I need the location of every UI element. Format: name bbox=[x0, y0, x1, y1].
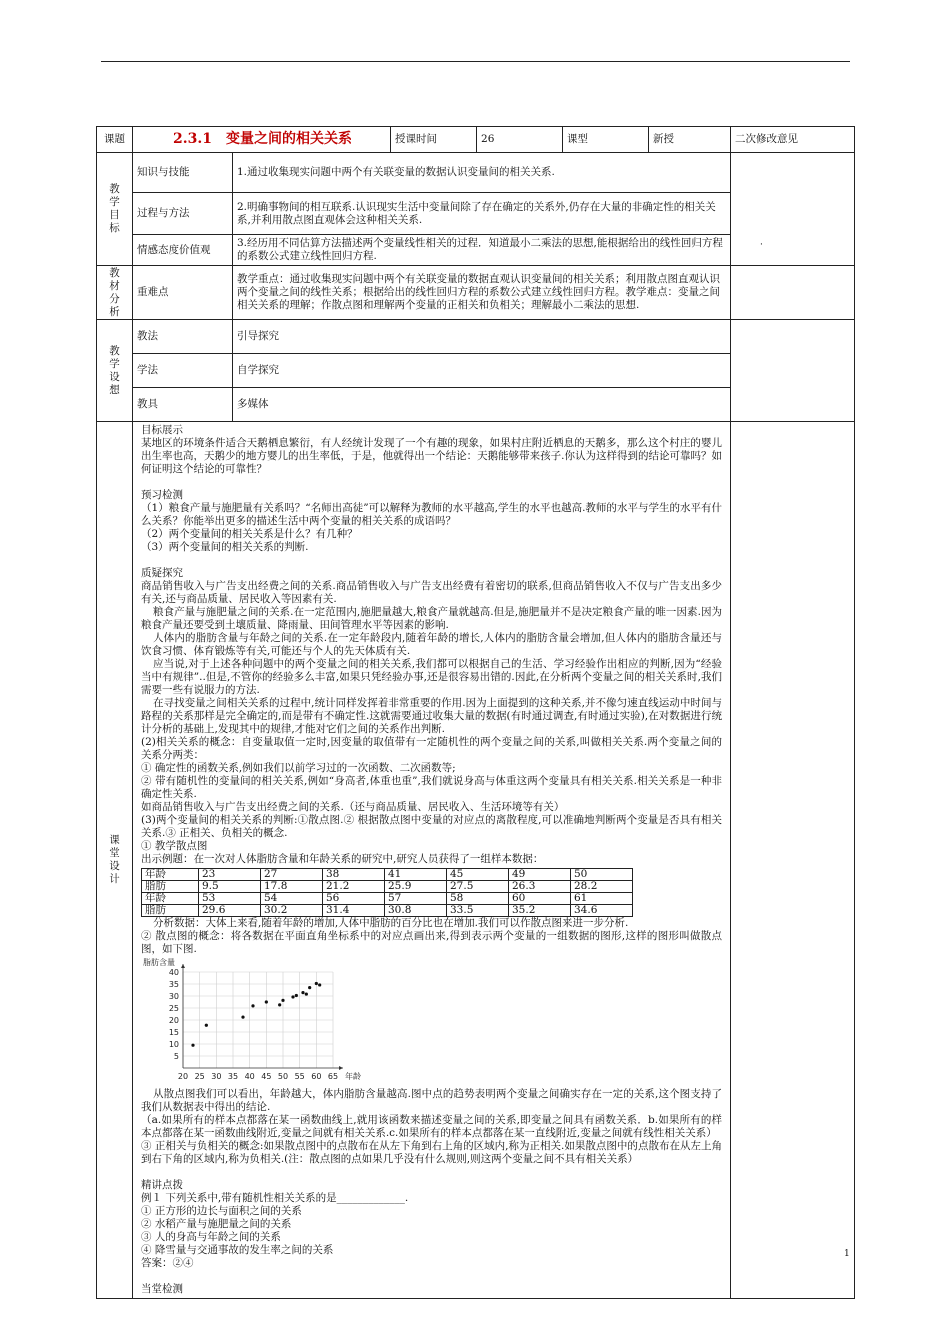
margin-mark: · bbox=[760, 240, 763, 250]
answer: 答案：②④ bbox=[141, 1257, 194, 1269]
design-value-learning: 自学探究 bbox=[233, 354, 731, 388]
x-tick-label: 65 bbox=[327, 1072, 339, 1081]
x-tick-label: 25 bbox=[194, 1072, 205, 1081]
paragraph: （2）两个变量间的相关关系是什么？有几种？ bbox=[141, 528, 358, 540]
x-axis-arrow bbox=[339, 1066, 343, 1070]
list-item: ② 水稻产量与施肥量之间的关系 bbox=[141, 1218, 292, 1230]
objective-text-process: 2.明确事物间的相互联系.认识现实生活中变量间除了存在确定的关系外,仍存在大量的非确定性的相关关系,并利用散点图直观体会这种相关关系. bbox=[233, 193, 731, 235]
paragraph: ③ 正相关与负相关的概念:如果散点图中的点散布在从左下角到右上角的区域内,称为正相关.如果散点图中的点散布在从左上角到右下角的区域内,称为负相关.(注：散点图的点如果几乎没有什么规则,则这两个变量之间不具有相关关系） bbox=[141, 1140, 723, 1165]
objective-text-knowledge: 1.通过收集现实问题中两个有关联变量的数据认识变量间的相关关系. bbox=[233, 153, 731, 193]
data-point bbox=[295, 994, 298, 997]
paragraph: 如商品销售收入与广告支出经费之间的关系.（还与商品质量、居民收入、生活环境等有关） bbox=[141, 801, 565, 813]
hours-value: 26 bbox=[477, 127, 563, 153]
paragraph: ① 确定性的函数关系,例如我们以前学习过的一次函数、二次函数等; bbox=[141, 762, 456, 774]
analysis-name: 重难点 bbox=[133, 266, 233, 320]
data-point bbox=[205, 1024, 208, 1027]
design-name-learning: 学法 bbox=[133, 354, 233, 388]
section-heading: 当堂检测 bbox=[141, 1283, 183, 1295]
table-row: 脂肪 29.6 30.2 31.4 30.8 33.5 35.2 34.6 bbox=[142, 905, 633, 917]
type-value: 新授 bbox=[649, 127, 731, 153]
objective-name-process: 过程与方法 bbox=[133, 193, 233, 235]
section-heading: 预习检测 bbox=[141, 489, 183, 501]
x-tick-label: 20 bbox=[177, 1072, 189, 1081]
y-axis-label: 脂肪含量 bbox=[143, 958, 175, 967]
table-row: 年龄 53 54 56 57 58 60 61 bbox=[142, 893, 633, 905]
x-tick-label: 30 bbox=[211, 1072, 222, 1081]
paragraph: (3)两个变量间的相关关系的判断:①散点图.② 根据散点图中变量的对应点的离散程度,可以准确地判断两个变量是否具有相关关系.③ 正相关、负相关的概念. bbox=[141, 814, 723, 839]
classroom-label: 课 堂 设 计 bbox=[97, 422, 133, 1299]
sample-data-table bbox=[141, 868, 633, 917]
section-heading: 质疑探究 bbox=[141, 567, 183, 579]
section-heading: 精讲点拨 bbox=[141, 1179, 183, 1191]
classroom-revision bbox=[731, 422, 855, 1299]
analysis-text: 教学重点：通过收集现实问题中两个有关联变量的数据直观认识变量间的相关关系；利用散点图直观认识两个变量之间的线性关系；根据给出的线性回归方程的系数公式建立线性回归方程。教学难点：变量之间相关关系的理解；作散点图和理解两个变量的正相关和负相关；理解最小二乘法的思想. bbox=[233, 266, 731, 320]
data-point bbox=[301, 991, 304, 994]
paragraph: （a.如果所有的样本点都落在某一函数曲线上,就用该函数来描述变量之间的关系,即变量之间具有函数关系．b.如果所有的样本点都落在某一函数曲线附近,变量之间就有相关关系.c.如果所有的样本点都落在某一直线附近,变量之间就有线性相关关系） bbox=[141, 1114, 723, 1139]
x-tick-label: 60 bbox=[311, 1072, 322, 1081]
objective-name-attitude: 情感态度价值观 bbox=[133, 235, 233, 266]
header-rule bbox=[101, 61, 850, 62]
page-title: 2.3.1 变量之间的相关关系 bbox=[133, 127, 391, 153]
y-tick-label: 20 bbox=[168, 1016, 179, 1025]
objective-name-knowledge: 知识与技能 bbox=[133, 153, 233, 193]
data-point bbox=[315, 982, 318, 985]
list-item: ③ 人的身高与年龄之间的关系 bbox=[141, 1231, 281, 1243]
table-row: 年龄 23 27 38 41 45 49 50 bbox=[142, 869, 633, 881]
list-item: ① 正方形的边长与面积之间的关系 bbox=[141, 1205, 302, 1217]
revision-notes bbox=[731, 153, 855, 266]
data-point bbox=[241, 1016, 244, 1019]
paragraph: 应当说,对于上述各种问题中的两个变量之间的相关关系,我们都可以根据自己的生活、学习经验作出相应的判断,因为“经验当中有规律”..但是,不管你的经验多么丰富,如果只凭经验办事,还是很容易出错的.因此,在分析两个变量之间的相关关系时,我们需要一些有说服力的方法. bbox=[141, 658, 723, 696]
y-axis-arrow bbox=[181, 964, 185, 968]
revision-label: 二次修改意见 bbox=[731, 127, 855, 153]
x-tick-label: 50 bbox=[277, 1072, 289, 1081]
hours-label: 授课时间 bbox=[391, 127, 477, 153]
paragraph: 出示例题：在一次对人体脂肪含量和年龄关系的研究中,研究人员获得了一组样本数据： bbox=[141, 853, 544, 865]
data-point bbox=[281, 999, 284, 1002]
objectives-label: 教 学 目 标 bbox=[97, 153, 133, 266]
x-tick-label: 35 bbox=[227, 1072, 239, 1081]
paragraph: 分析数据：大体上来看,随着年龄的增加,人体中脂肪的百分比也在增加.我们可以作散点图来进一步分析. bbox=[153, 917, 629, 929]
data-point bbox=[278, 1003, 281, 1006]
paragraph: （3）两个变量间的相关关系的判断. bbox=[141, 541, 309, 553]
paragraph: 粮食产量与施肥量之间的关系.在一定范围内,施肥量越大,粮食产量就越高.但是,施肥量并不是决定粮食产量的唯一因素.因为粮食产量还要受到土壤质量、降雨量、田间管理水平等因素的影响. bbox=[141, 606, 723, 631]
design-revision bbox=[731, 320, 855, 422]
data-point bbox=[265, 1000, 268, 1003]
data-point bbox=[305, 992, 308, 995]
paragraph: 在寻找变量之间相关关系的过程中,统计同样发挥着非常重要的作用.因为上面提到的这种关系,并不像匀速直线运动中时间与路程的关系那样是完全确定的,而是带有不确定性.这就需要通过收集大量的数据(有时通过调查,有时通过实验),在对数据进行统计分析的基础上,发现其中的规律,才能对它们之间的关系作出判断. bbox=[141, 697, 723, 735]
table-row: 脂肪 9.5 17.8 21.2 25.9 27.5 26.3 28.2 bbox=[142, 881, 633, 893]
x-tick-label: 55 bbox=[294, 1072, 305, 1081]
objective-text-attitude: 3.经历用不同估算方法描述两个变量线性相关的过程．知道最小二乘法的思想,能根据给出的线性回归方程的系数公式建立线性回归方程. bbox=[233, 235, 731, 266]
data-point bbox=[251, 1004, 254, 1007]
design-value-tools: 多媒体 bbox=[233, 388, 731, 422]
design-label: 教 学 设 想 bbox=[97, 320, 133, 422]
y-tick-label: 10 bbox=[168, 1040, 179, 1049]
paragraph: (2)相关关系的概念：自变量取值一定时,因变量的取值带有一定随机性的两个变量之间的关系,叫做相关关系.两个变量之间的关系分两类： bbox=[141, 736, 723, 761]
scatter-chart bbox=[141, 956, 361, 1088]
paragraph: ① 教学散点图 bbox=[141, 840, 208, 852]
paragraph: （1）粮食产量与施肥量有关系吗？“名师出高徒”可以解释为教师的水平越高,学生的水平也越高.教师的水平与学生的水平有什么关系？你能举出更多的描述生活中两个变量的相关关系的成语吗？ bbox=[141, 502, 723, 527]
x-tick-label: 45 bbox=[261, 1072, 272, 1081]
paragraph: 从散点图我们可以看出，年龄越大，体内脂肪含量越高.图中点的趋势表明两个变量之间确实存在一定的关系,这个图支持了我们从数据表中得出的结论. bbox=[141, 1088, 723, 1113]
data-point bbox=[291, 995, 294, 998]
analysis-label: 教 材 分 析 bbox=[97, 266, 133, 320]
section-heading: 目标展示 bbox=[141, 424, 183, 436]
x-tick-label: 40 bbox=[244, 1072, 255, 1081]
x-axis-label: 年龄 bbox=[345, 1072, 361, 1081]
classroom-content bbox=[133, 422, 731, 1299]
paragraph: 人体内的脂肪含量与年龄之间的关系.在一定年龄段内,随着年龄的增长,人体内的脂肪含量会增加,但人体内的脂肪含量还与饮食习惯、体育锻炼等有关,可能还与个人的先天体质有关. bbox=[141, 632, 723, 657]
paragraph: 某地区的环境条件适合天鹅栖息繁衍，有人经统计发现了一个有趣的现象，如果村庄附近栖息的天鹅多，那么这个村庄的婴儿出生率也高，天鹅少的地方婴儿的出生率低，于是，他就得出一个结论：天鹅能够带来孩子.你认为这样得到的结论可靠吗？如何证明这个结论的可靠性？ bbox=[141, 437, 723, 475]
y-tick-label: 40 bbox=[168, 968, 179, 977]
y-tick-label: 30 bbox=[168, 992, 179, 1001]
y-tick-label: 25 bbox=[168, 1004, 179, 1013]
y-tick-label: 15 bbox=[168, 1028, 179, 1037]
paragraph: 商品销售收入与广告支出经费之间的关系.商品销售收入与广告支出经费有着密切的联系,但商品销售收入不仅与广告支出多少有关,还与商品质量、居民收入等因素有关. bbox=[141, 580, 723, 605]
paragraph: ② 散点图的概念：将各数据在平面直角坐标系中的对应点画出来,得到表示两个变量的一组数据的图形,这样的图形叫做散点图，如下图. bbox=[141, 930, 723, 955]
page-number: 1 bbox=[844, 1249, 850, 1259]
data-point bbox=[191, 1044, 194, 1047]
course-label: 课题 bbox=[97, 127, 133, 153]
design-value-method: 引导探究 bbox=[233, 320, 731, 354]
y-tick-label: 5 bbox=[173, 1052, 179, 1061]
design-name-tools: 教具 bbox=[133, 388, 233, 422]
lesson-plan-table bbox=[96, 126, 855, 1299]
data-point bbox=[308, 986, 311, 989]
type-label: 课型 bbox=[563, 127, 649, 153]
data-point bbox=[318, 983, 321, 986]
design-name-method: 教法 bbox=[133, 320, 233, 354]
list-item: ④ 降雪量与交通事故的发生率之间的关系 bbox=[141, 1244, 334, 1256]
y-tick-label: 35 bbox=[168, 980, 179, 989]
paragraph: 例１ 下列关系中,带有随机性相关关系的是_____________. bbox=[141, 1192, 409, 1204]
paragraph: ② 带有随机性的变量间的相关关系,例如“身高者,体重也重”,我们就说身高与体重这两个变量具有相关关系.相关关系是一种非确定性关系. bbox=[141, 775, 723, 800]
analysis-revision bbox=[731, 266, 855, 320]
